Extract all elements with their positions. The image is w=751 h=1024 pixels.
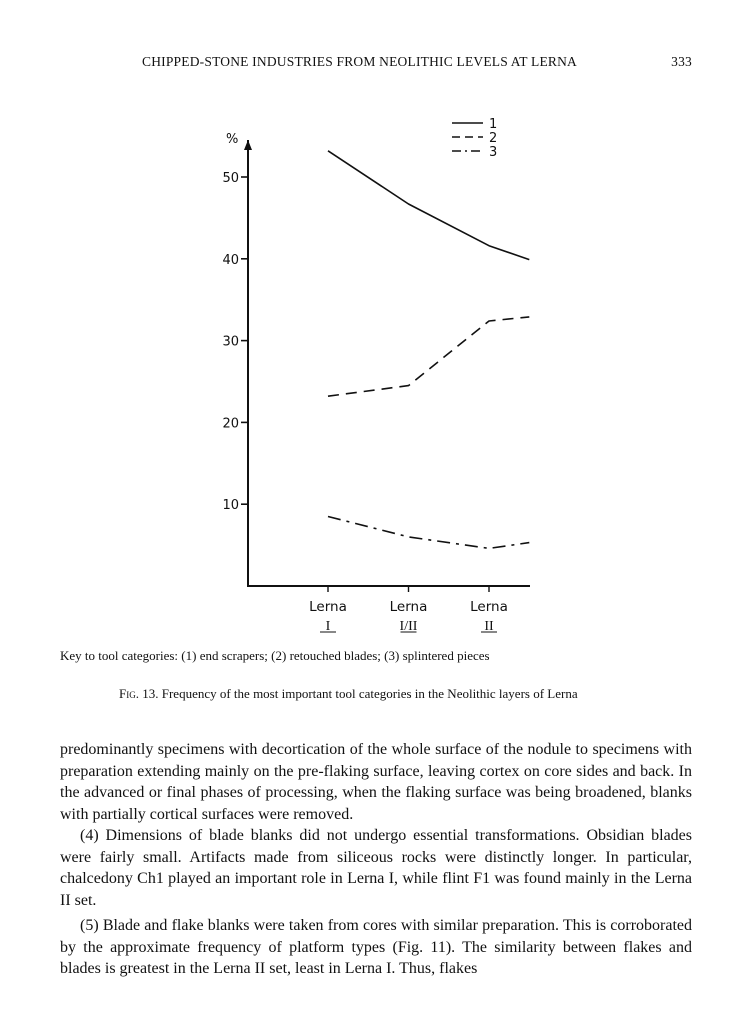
x-category-roman: II xyxy=(484,619,494,634)
x-category-name: Lerna xyxy=(470,599,508,615)
body-text xyxy=(60,739,692,980)
y-tick-label: 20 xyxy=(222,416,239,432)
series-lines xyxy=(328,151,529,549)
series-line-2 xyxy=(328,317,529,396)
paragraph-1: predominantly specimens with decortication of the whole surface of the nodule to specimens with preparation extending mainly on the pre-flaking surface, leaving cortex on core sides and back. In the advanced or final phases of processing, when the flaking surface was being broadened, blanks with partially cortical surfaces were removed. xyxy=(60,741,692,823)
figure-caption-text: Frequency of the most important tool categories in the Neolithic layers of Lerna xyxy=(161,686,578,701)
x-category-labels xyxy=(309,586,508,634)
series-line-3 xyxy=(328,517,529,549)
y-axis-arrow xyxy=(244,140,252,150)
page-number: 333 xyxy=(671,54,692,69)
legend-label-1: 1 xyxy=(489,117,498,132)
chart-legend xyxy=(452,117,497,160)
legend-label-2: 2 xyxy=(489,131,498,146)
figure-caption xyxy=(119,686,719,702)
running-head-title: CHIPPED-STONE INDUSTRIES FROM NEOLITHIC LEVELS AT LERNA xyxy=(142,54,578,69)
y-tick-label: 50 xyxy=(222,171,239,186)
tool-category-key: Key to tool categories: (1) end scrapers; (2) retouched blades; (3) splintered pieces xyxy=(60,648,490,663)
x-category-name: Lerna xyxy=(309,599,347,615)
y-ticks xyxy=(222,171,248,513)
y-tick-label: 30 xyxy=(222,334,239,350)
legend-label-3: 3 xyxy=(489,145,498,160)
y-tick-label: 10 xyxy=(222,498,239,514)
y-axis-label: % xyxy=(226,132,239,147)
paragraph-3: (5) Blade and flake blanks were taken from cores with similar preparation. This is corroborated by the approximate frequency of platform types (Fig. 11). The similarity between flakes and blades is greatest in the Lerna II set, least in Lerna I. Thus, flakes xyxy=(60,917,692,977)
x-category-roman: I/II xyxy=(399,619,418,634)
x-category-name: Lerna xyxy=(389,599,428,615)
paragraph-2: (4) Dimensions of blade blanks did not undergo essential transformations. Obsidian blades were fairly small. Artifacts made from siliceous rocks were distinctly longer. In particular, chalcedony Ch1 played an important role in Lerna I, while flint F1 was found mainly in the Lerna II set. xyxy=(60,827,692,909)
chart-axes xyxy=(226,132,530,587)
x-category-roman: I xyxy=(325,619,331,634)
figure-label: Fig. 13. xyxy=(119,686,159,701)
y-tick-label: 40 xyxy=(222,252,239,268)
series-line-1 xyxy=(328,151,529,260)
